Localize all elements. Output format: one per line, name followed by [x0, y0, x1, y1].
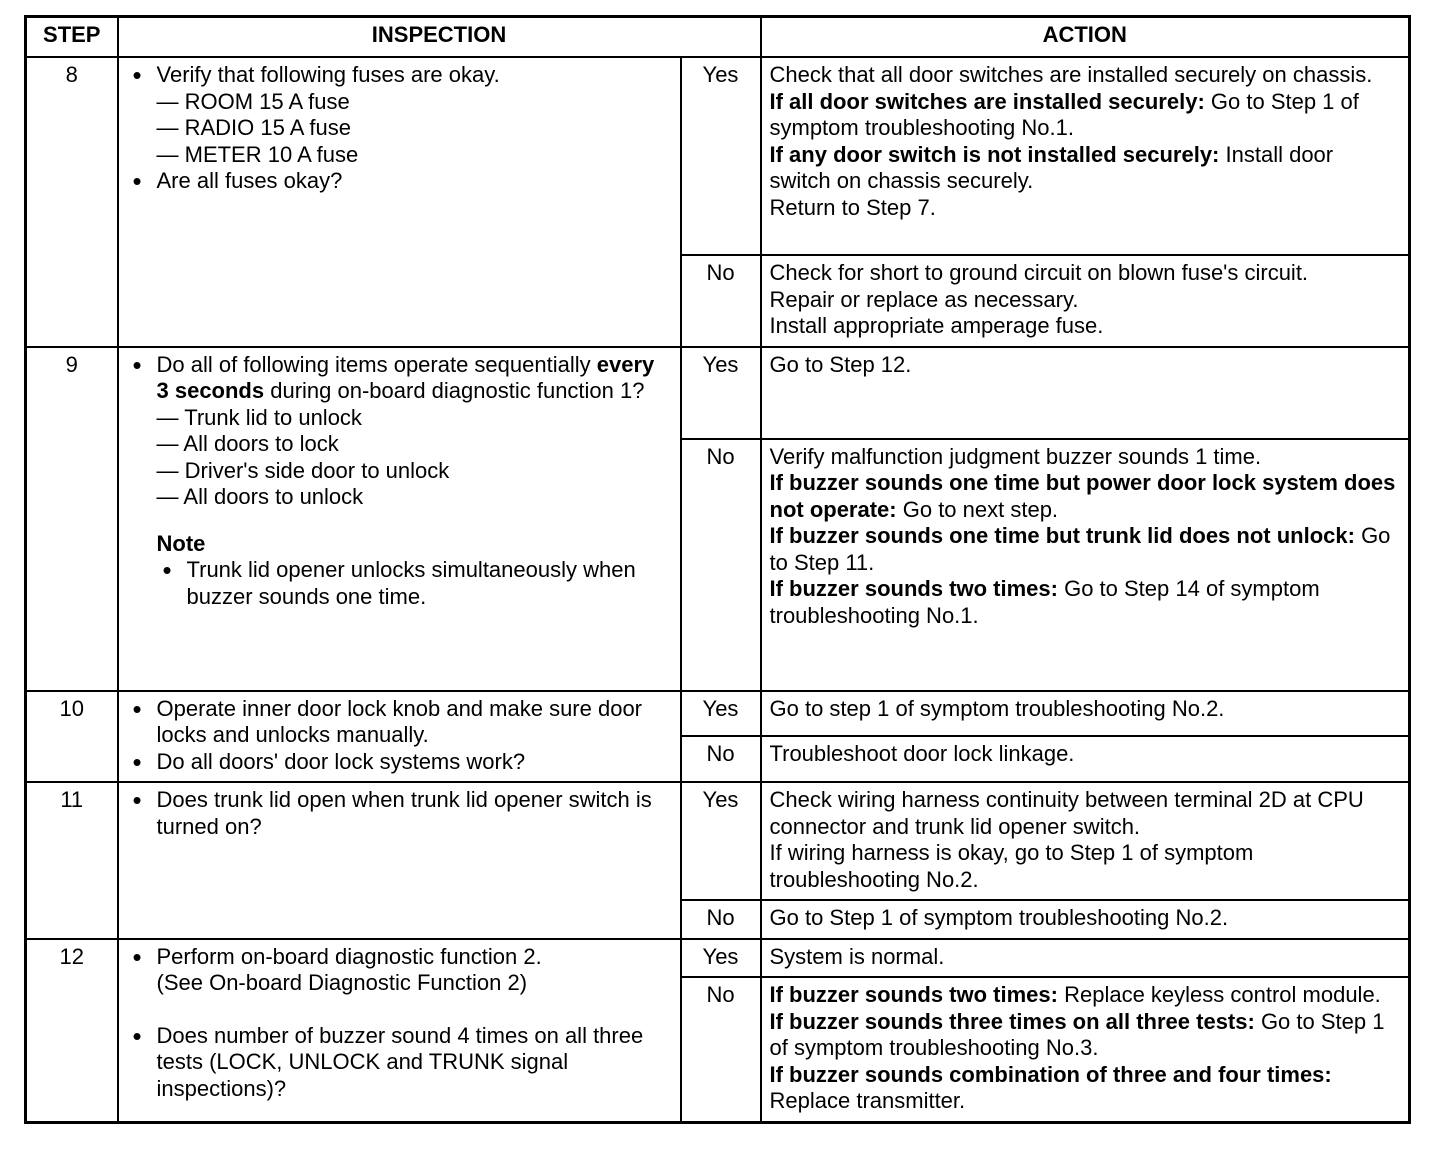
- no-label: No: [681, 255, 761, 347]
- inspection-cell: [118, 782, 681, 939]
- no-label: No: [681, 736, 761, 782]
- yes-label: Yes: [681, 782, 761, 900]
- note-title: Note: [156, 530, 206, 556]
- inspection-bullet: • Does number of buzzer sound 4 times on all three tests (LOCK, UNLOCK and TRUNK signal inspections)?: [127, 1023, 672, 1103]
- action-cell: Check that all door switches are installed securely on chassis. If all door switches are installed securely: Go to Step 1 of symptom troubleshooting No.1. If any door switch is not installed securely: Install door switch on chassis securely. Return to Step 7.: [761, 57, 1410, 255]
- inspection-bullet: • Verify that following fuses are okay. — ROOM 15 A fuse — RADIO 15 A fuse — METER 10 A fuse: [127, 62, 672, 168]
- action-cell: Check wiring harness continuity between terminal 2D at CPU connector and trunk lid opener switch. If wiring harness is okay, go to Step 1 of symptom troubleshooting No.2.: [761, 782, 1410, 900]
- step-9-yes-row: [26, 347, 1410, 439]
- step-number: 10: [26, 691, 118, 783]
- step-number: 8: [26, 57, 118, 347]
- no-label: No: [681, 977, 761, 1122]
- inspection-cell: [118, 939, 681, 1123]
- action-cell: If buzzer sounds two times: Replace keyless control module. If buzzer sounds three times on all three tests: Go to Step 1 of symptom troubleshooting No.3. If buzzer sounds combination of three and four times: Replace transmitter.: [761, 977, 1410, 1122]
- inspection-cell: [118, 57, 681, 347]
- inspection-bullet: • Operate inner door lock knob and make sure door locks and unlocks manually.: [127, 696, 672, 749]
- action-cell: Go to step 1 of symptom troubleshooting No.2.: [761, 691, 1410, 737]
- step-12-yes-row: [26, 939, 1410, 978]
- inspection-bullet: • Does trunk lid open when trunk lid opener switch is turned on?: [127, 787, 672, 840]
- inspection-bullet: • Are all fuses okay?: [127, 168, 672, 195]
- header-row: [26, 17, 1410, 58]
- troubleshooting-table: [24, 15, 1411, 1124]
- inspection-bullet: • Perform on-board diagnostic function 2. (See On-board Diagnostic Function 2): [127, 944, 672, 997]
- action-cell: Verify malfunction judgment buzzer sounds 1 time. If buzzer sounds one time but power door lock system does not operate: Go to next step. If buzzer sounds one time but trunk lid does not unlock: Go to Step 11. If buzzer sounds two times: Go to Step 14 of symptom troubleshooting No.1.: [761, 439, 1410, 691]
- no-label: No: [681, 439, 761, 691]
- inspection-cell: [118, 347, 681, 691]
- yes-label: Yes: [681, 939, 761, 978]
- yes-label: Yes: [681, 57, 761, 255]
- action-cell: Troubleshoot door lock linkage.: [761, 736, 1410, 782]
- action-cell: Go to Step 1 of symptom troubleshooting No.2.: [761, 900, 1410, 939]
- action-header: ACTION: [761, 17, 1410, 58]
- step-number: 9: [26, 347, 118, 691]
- inspection-bullet: • Do all doors' door lock systems work?: [127, 749, 672, 776]
- action-cell: System is normal.: [761, 939, 1410, 978]
- inspection-header: INSPECTION: [118, 17, 761, 58]
- step-11-yes-row: [26, 782, 1410, 900]
- note-bullet: • Trunk lid opener unlocks simultaneously when buzzer sounds one time.: [157, 557, 672, 610]
- step-number: 11: [26, 782, 118, 939]
- inspection-bullet: • Do all of following items operate sequentially every 3 seconds during on-board diagnostic function 1? — Trunk lid to unlock — All doors to lock — Driver's side door to unlock — All doors to unlock Note • Trunk lid opener unlocks simultaneously when buzzer sounds one time.: [127, 352, 672, 611]
- action-cell: Go to Step 12.: [761, 347, 1410, 439]
- inspection-cell: [118, 691, 681, 783]
- no-label: No: [681, 900, 761, 939]
- yes-label: Yes: [681, 691, 761, 737]
- step-10-yes-row: [26, 691, 1410, 737]
- action-cell: Check for short to ground circuit on blown fuse's circuit. Repair or replace as necessary. Install appropriate amperage fuse.: [761, 255, 1410, 347]
- step-8-yes-row: [26, 57, 1410, 255]
- step-header: STEP: [26, 17, 118, 58]
- yes-label: Yes: [681, 347, 761, 439]
- step-number: 12: [26, 939, 118, 1123]
